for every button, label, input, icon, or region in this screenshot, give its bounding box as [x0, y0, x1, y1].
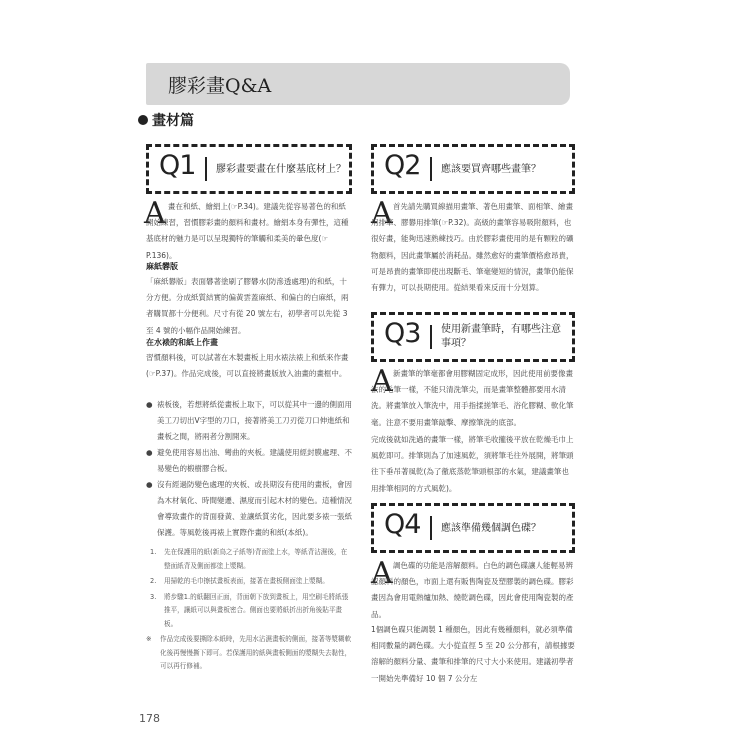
q2-number: Q2 — [384, 150, 421, 181]
q1-sub-text-2-content: 習慣顏料後，可以試著在木製畫板上用水裱法裱上和紙來作畫(☞P.37)。作品完成後，可以直接將畫版放入油畫的畫框中。 — [146, 353, 349, 379]
q1-question-box — [146, 144, 352, 194]
bullet-icon: ● — [146, 480, 153, 489]
step-number: 1. — [150, 548, 157, 556]
note — [146, 633, 352, 674]
list-item — [150, 546, 352, 573]
q2-answer-text: 首先請先購買線描用畫筆、著色用畫筆、面相筆、繪畫用排筆、膠礬用排筆(☞P.32)。高級的畫筆容易吸附顏料，也很好畫，能夠迅速熟練技巧。由於膠彩畫使用的是有顆粒的礦物顏料，因此畫筆屬於消耗品。雖然愈好的畫筆價格愈昂貴，可是昂貴的畫筆即使出現斷毛、筆毫變短的情況，畫筆仍能保有彈力，可以長期使用。從結果看來反而十分划算。 — [371, 202, 574, 293]
section-heading-text: 畫材篇 — [152, 113, 194, 129]
q4-number: Q4 — [384, 509, 421, 540]
q1-answer-letter: A — [144, 196, 166, 231]
q4-answer-2-text: 1個調色碟只能調製 1 種顏色，因此有幾種顏料，就必須準備相同數量的調色碟。大小從直徑 5 至 20 公分都有，請根據要溶解的顏料分量、畫筆和排筆的尺寸大小來使用。建議初學者一開始先準備好 10 個 7 公分左 — [371, 625, 575, 683]
q4-separator — [430, 516, 432, 540]
q3-separator — [430, 325, 432, 349]
q4-answer-text: 調色碟的功能是溶解顏料。白色的調色碟讓人能輕易辨認顏料的顏色，市面上還有販售陶瓷及塑膠製的調色碟。膠彩畫因為會用電熱爐加熱、燒乾調色碟，因此會使用陶瓷製的產品。 — [371, 561, 574, 619]
q1-answer — [146, 199, 350, 264]
step-text: 先在保護用的紙(新鳥之子紙等)背面塗上水，等紙背沾濕後，在整面紙背及側面都塗上漿糊。 — [164, 548, 348, 570]
step-text: 將步驟1.的紙翻回正面，背面朝下放到畫板上，用空刷毛將紙張推平，讓紙可以與畫板密合。側面也要將紙折出折角後貼平畫板。 — [164, 592, 349, 628]
bullet-text: 沒有經過防變色處理的夾板、或長期沒有使用的畫板，會因為木材氧化、時間變遷、濕度而引起木材的變色。這種情況會導致畫作的背面發黃、並讓紙質劣化，因此要多裱一張紙保護。等風乾後再裱上實際作畫的和紙(本紙)。 — [157, 480, 352, 537]
step-text: 用掃乾的毛巾擦拭畫板表面，接著在畫板側面塗上漿糊。 — [164, 577, 329, 585]
bullet-text: 裱板後，若想將紙從畫板上取下，可以從其中一邊的側面用美工刀切出V字型的刀口，接著將美工刀刃從刀口伸進紙和畫板之間，將兩者分割開來。 — [157, 400, 352, 441]
q2-question-box — [371, 144, 575, 194]
note-text: 作品完成後要撕除本紙時，先用水沾濕畫板的側面，接著等漿糊軟化後再慢慢撕下即可。若保護用的紙與畫板側面的漿糊失去黏性，可以再行修補。 — [160, 635, 352, 670]
bullet-text: 避免使用容易出油、彎曲的夾板。建議使用經封膜處理、不易變色的椴樹膠合板。 — [157, 448, 352, 473]
q1-sub-heading-2: 在水裱的和紙上作畫 — [146, 338, 218, 347]
q2-answer — [371, 199, 575, 296]
q3-number: Q3 — [384, 318, 421, 349]
q4-question-box — [371, 503, 575, 553]
bullet-icon: ● — [146, 448, 153, 457]
q1-sub-text-1-content: 「麻紙礬版」表面礬著塗刷了膠礬水(防滲透處理)的和紙，十分方便。分成紙質結實的偏黃雲蓋麻紙、和偏白的白麻紙，兩者購買都十分便利。尺寸有從 20 號左右，初學者可以先從 3 至 4 號的小幅作品開始練習。 — [146, 277, 349, 335]
section-heading — [138, 110, 194, 130]
q2-separator — [430, 157, 432, 181]
list-item — [146, 477, 352, 541]
page-title: 膠彩畫Q&A — [168, 75, 272, 97]
q4-answer-2 — [371, 622, 575, 687]
q4-question: 應該準備幾個調色碟？ — [441, 523, 541, 534]
q3-answer-text: 新畫筆的筆毫都會用膠糊固定成形，因此使用前要像畫法的毛筆一樣，不能只清洗筆尖，而是畫筆整體都要用水清洗。將畫筆放入筆洗中，用手指揉搓筆毛、浴化膠糊、軟化筆毫。注意不要用畫筆敲擊、摩擦筆洗的底部。 — [371, 369, 574, 427]
q4-answer — [371, 558, 575, 623]
q1-separator — [205, 157, 207, 181]
q3-question-box — [371, 312, 575, 362]
step-number: 3. — [150, 592, 157, 601]
list-item — [150, 575, 352, 589]
q1-sub-text-1 — [146, 274, 352, 339]
list-item — [150, 591, 352, 632]
note-mark: ※ — [146, 635, 152, 643]
list-item — [146, 445, 352, 477]
q1-step-list — [146, 546, 352, 676]
q2-question: 應該要買齊哪些畫筆？ — [441, 164, 541, 175]
q3-answer-letter: A — [371, 364, 393, 399]
page-number: 178 — [139, 712, 160, 725]
q1-bullet-list — [146, 397, 352, 541]
q1-answer-text: 畫在和紙、繪絹上(☞P.34)。建議先從容易著色的和紙開始練習，習慣膠彩畫的顏料和畫材。繪絹本身有彈性，這種基底材的魅力是可以呈現獨特的筆觸和柔美的暈色度(☞P.136)。 — [146, 202, 349, 260]
title-bar — [146, 63, 570, 105]
step-number: 2. — [150, 577, 157, 585]
bullet-dot-icon — [138, 115, 148, 125]
bullet-icon: ● — [146, 400, 153, 409]
q1-number: Q1 — [159, 150, 196, 181]
q3-answer-2-text: 完成後就如洗過的畫筆一樣，將筆毛收攏後平放在乾燥毛巾上風乾即可。排筆則為了加速風乾，須將筆毛往外展開，將筆頭往下垂吊著風乾(為了徹底蒸乾筆頭根部的水氣，建議畫筆也用排筆相同的方式風乾)。 — [371, 435, 574, 493]
list-item — [146, 397, 352, 445]
q4-answer-letter: A — [371, 556, 393, 591]
q3-question: 使用新畫筆時，有哪些注意事項？ — [441, 324, 561, 349]
q3-answer — [371, 366, 575, 431]
q3-answer-2 — [371, 432, 575, 497]
q2-answer-letter: A — [371, 196, 393, 231]
q1-sub-heading-1: 麻紙礬版 — [146, 262, 178, 271]
q1-question: 膠彩畫要畫在什麼基底材上？ — [216, 164, 346, 175]
q1-sub-text-2 — [146, 350, 352, 382]
